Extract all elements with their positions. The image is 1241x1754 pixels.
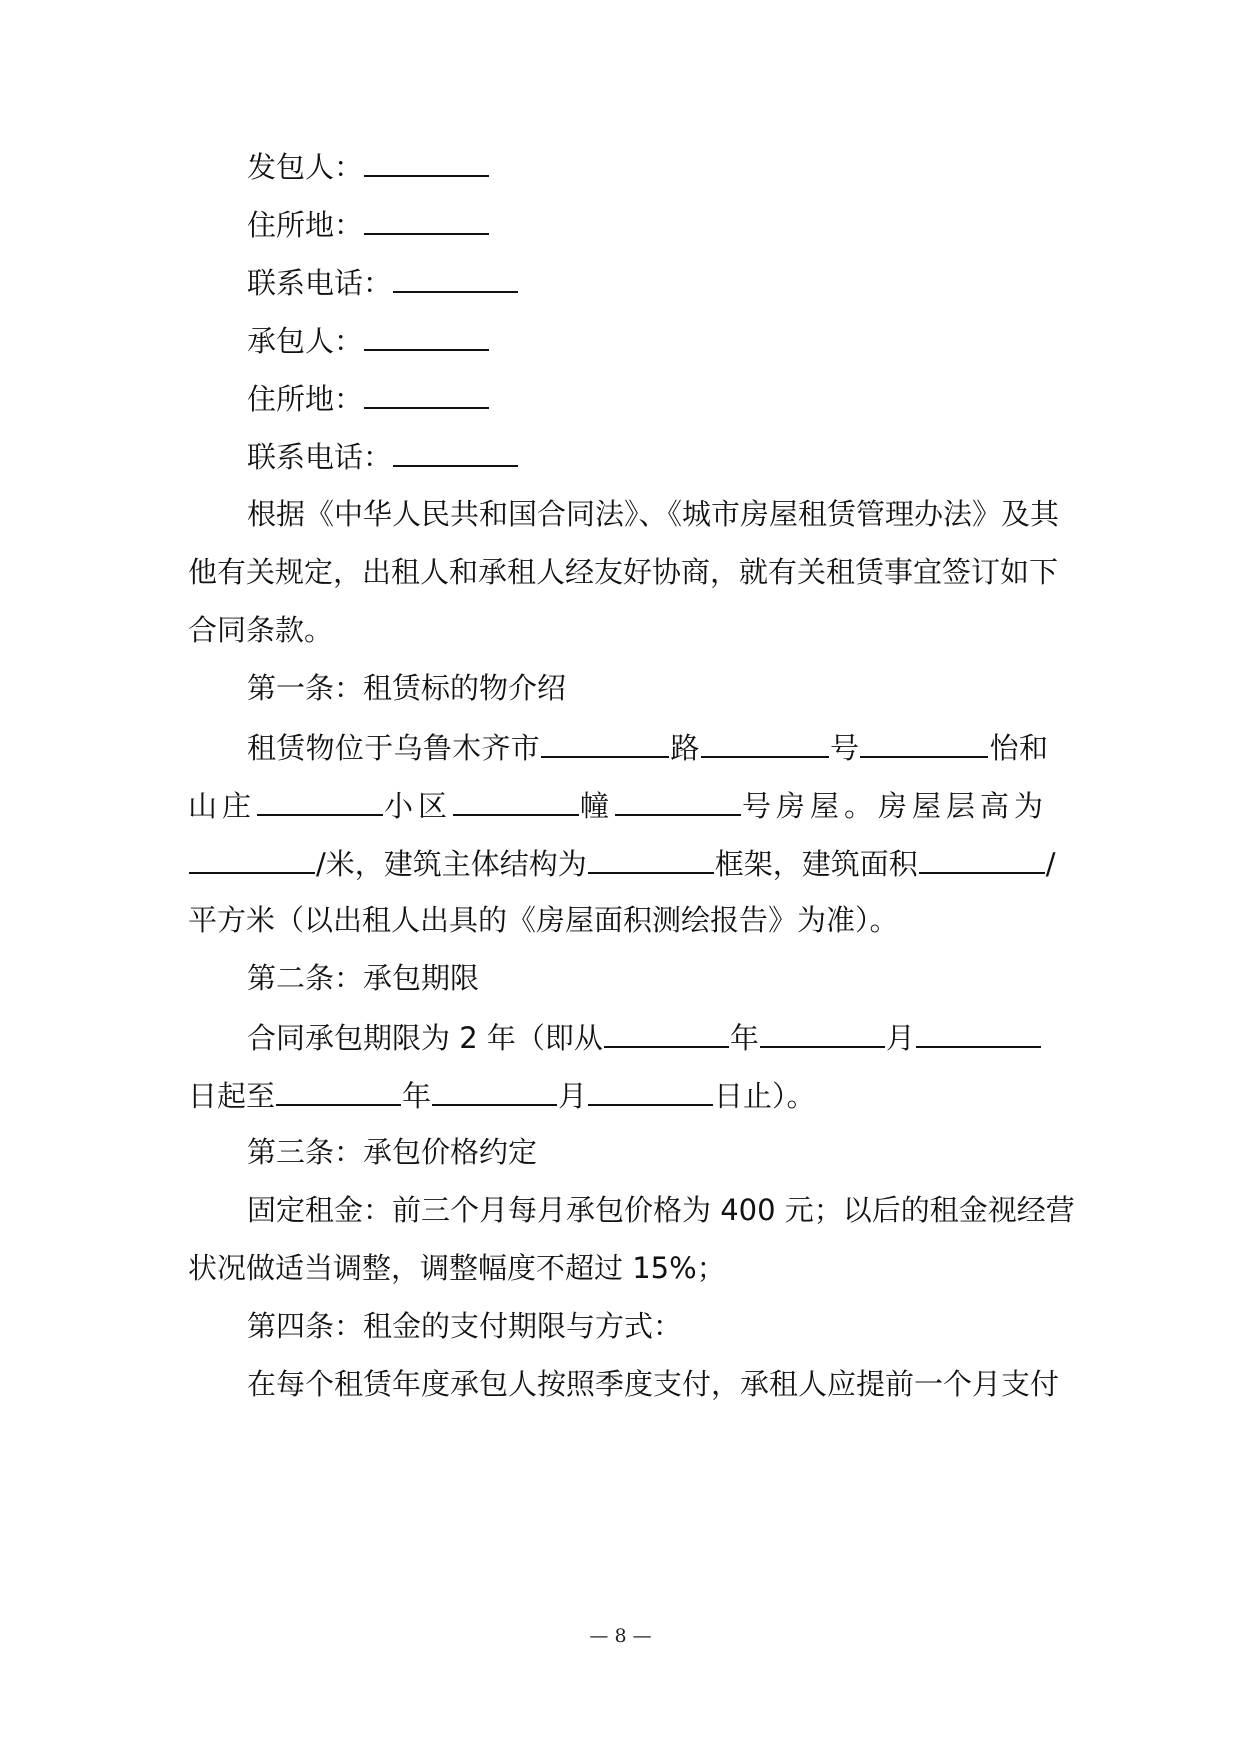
article-1-line-2: 山庄 小区 幢 号房屋。房屋层高为 [188, 784, 1048, 826]
blank-line [919, 842, 1045, 874]
blank-line [276, 1074, 401, 1106]
article-1-line-4: 平方米（以出租人出具的《房屋面积测绘报告》为准）。 [188, 903, 899, 937]
article-2-title: 第二条：承包期限 [247, 961, 480, 995]
field-contractor-name [247, 145, 1047, 187]
field-contractor-phone [247, 261, 1047, 303]
field-label: 住所地： [247, 208, 364, 242]
article-3-line-2: 状况做适当调整，调整幅度不超过 15%； [188, 1251, 726, 1285]
blank-line [541, 726, 669, 758]
field-label: 住所地： [247, 382, 364, 416]
article-2-line-1: 合同承包期限为 2 年（即从 年 月 [247, 1016, 1047, 1058]
blank-line [393, 435, 518, 467]
field-label: 联系电话： [247, 440, 393, 474]
article-1-title: 第一条：租赁标的物介绍 [247, 671, 567, 705]
article-3-line-1: 固定租金：前三个月每月承包价格为 400 元；以后的租金视经营 [247, 1193, 1075, 1227]
article-4-title: 第四条：租金的支付期限与方式： [247, 1309, 683, 1343]
field-contractee-phone [247, 435, 1047, 477]
blank-line [916, 1016, 1041, 1048]
blank-line [588, 842, 714, 874]
blank-line [364, 377, 489, 409]
blank-line [257, 784, 383, 816]
blank-line [860, 726, 988, 758]
blank-line [364, 145, 489, 177]
blank-line [432, 1074, 557, 1106]
intro-line-3: 合同条款。 [188, 613, 334, 647]
field-contractor-address [247, 203, 1047, 245]
field-contractee-name [247, 319, 1047, 361]
field-contractee-address [247, 377, 1047, 419]
blank-line [615, 784, 741, 816]
blank-line [760, 1016, 885, 1048]
blank-line [364, 203, 489, 235]
article-1-line-3: /米，建筑主体结构为 框架，建筑面积 / [188, 842, 1048, 884]
blank-line [588, 1074, 713, 1106]
article-1-line-1: 租赁物位于乌鲁木齐市 路 号 怡和 [247, 726, 1048, 768]
blank-line [453, 784, 579, 816]
blank-line [701, 726, 829, 758]
intro-line-2: 他有关规定，出租人和承租人经友好协商，就有关租赁事宜签订如下 [188, 555, 1059, 589]
blank-line [393, 261, 518, 293]
article-2-line-2: 日起至 年 月 日止）。 [188, 1074, 1048, 1116]
field-label: 发包人： [247, 150, 364, 184]
article-4-line-1: 在每个租赁年度承包人按照季度支付，承租人应提前一个月支付 [247, 1367, 1060, 1401]
blank-line [604, 1016, 729, 1048]
blank-line [364, 319, 489, 351]
field-label: 承包人： [247, 324, 364, 358]
article-3-title: 第三条：承包价格约定 [247, 1135, 538, 1169]
page-number: — 8 — [589, 1625, 652, 1647]
intro-line-1: 根据《中华人民共和国合同法》、《城市房屋租赁管理办法》及其 [247, 497, 1060, 531]
field-label: 联系电话： [247, 266, 393, 300]
blank-line [189, 842, 315, 874]
